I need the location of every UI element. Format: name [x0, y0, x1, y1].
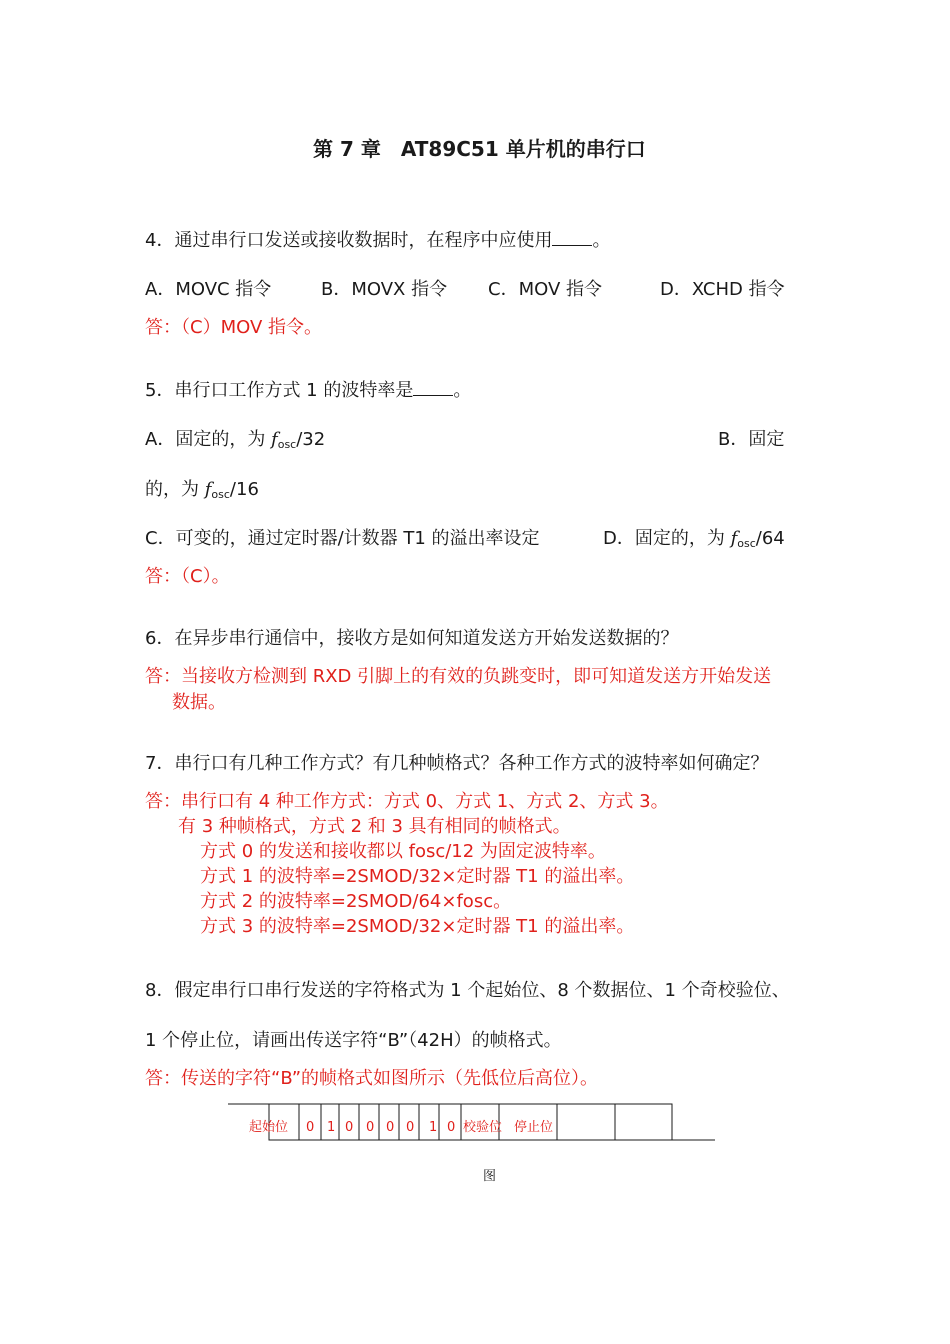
data-bit: 0: [447, 1120, 456, 1135]
start-bit-label: 起始位: [249, 1120, 289, 1135]
q5-option-a-suffix: /32: [296, 429, 326, 450]
q4-option-c: C．MOV 指令: [488, 279, 602, 300]
question-5-end: 。: [453, 380, 472, 401]
q5-answer: 答：（C）。: [145, 566, 230, 587]
data-bit: 1: [327, 1120, 336, 1135]
f-symbol: f: [204, 479, 212, 500]
question-5-text: 5．串行口工作方式 1 的波特率是: [145, 380, 414, 401]
question-6: 6．在异步串行通信中，接收方是如何知道发送方开始发送数据的？: [145, 628, 679, 649]
q7-answer-line: 答：串行口有 4 种工作方式：方式 0、方式 1、方式 2、方式 3。: [145, 791, 669, 812]
f-symbol: f: [271, 429, 278, 450]
question-4-end: 。: [592, 230, 611, 251]
osc-subscript: osc: [737, 537, 756, 550]
figure-caption: 图: [483, 1169, 497, 1184]
q5-option-d-suffix: /64: [755, 528, 785, 549]
f-symbol: f: [730, 528, 738, 549]
data-bit: 0: [406, 1120, 415, 1135]
q5-option-b-suffix: /16: [229, 479, 259, 500]
q4-option-a: A．MOVC 指令: [145, 279, 272, 300]
data-bit: 0: [386, 1120, 395, 1135]
question-8-line2: 1 个停止位，请画出传送字符“B”（42H）的帧格式。: [145, 1030, 562, 1051]
q6-answer-line1: 答：当接收方检测到 RXD 引脚上的有效的负跳变时，即可知道发送方开始发送: [145, 666, 772, 687]
q7-answer-line: 方式 3 的波特率=2SMOD/32×定时器 T1 的溢出率。: [200, 916, 635, 937]
q8-answer: 答：传送的字符“B”的帧格式如图所示（先低位后高位）。: [145, 1068, 599, 1089]
q5-option-a-prefix: A．固定的，为: [145, 429, 272, 450]
question-7: 7．串行口有几种工作方式？有几种帧格式？各种工作方式的波特率如何确定？: [145, 753, 769, 774]
q4-answer: 答：（C）MOV 指令。: [145, 317, 322, 338]
question-8-line1: 8．假定串行口串行发送的字符格式为 1 个起始位、8 个数据位、1 个奇校验位、: [145, 980, 790, 1001]
stop-bit-label: 停止位: [514, 1120, 554, 1135]
q7-answer-line: 方式 0 的发送和接收都以 fosc/12 为固定波特率。: [200, 841, 606, 862]
question-4-text: 4．通过串行口发送或接收数据时，在程序中应使用: [145, 230, 553, 251]
page-title: 第 7 章 AT89C51 单片机的串行口: [313, 137, 646, 161]
q5-option-d-prefix: D．固定的，为: [603, 528, 731, 549]
data-bit: 1: [429, 1120, 438, 1135]
data-bit: 0: [345, 1120, 354, 1135]
data-bit: 0: [306, 1120, 315, 1135]
data-bit: 0: [366, 1120, 375, 1135]
q7-answer-line: 有 3 种帧格式，方式 2 和 3 具有相同的帧格式。: [178, 816, 571, 837]
q4-option-d: D．XCHD 指令: [660, 279, 785, 300]
q5-option-b-prefix: 的，为: [145, 479, 205, 500]
q7-answer-line: 方式 1 的波特率=2SMOD/32×定时器 T1 的溢出率。: [200, 866, 635, 887]
osc-subscript: osc: [277, 438, 297, 451]
q4-option-b: B．MOVX 指令: [321, 279, 448, 300]
q7-answer-line: 方式 2 的波特率=2SMOD/64×fosc。: [200, 891, 512, 912]
q6-answer-line2: 数据。: [172, 692, 226, 713]
q5-option-b-line1: B．固定: [718, 429, 785, 450]
parity-bit-label: 校验位: [463, 1120, 503, 1135]
q5-option-c: C．可变的，通过定时器/计数器 T1 的溢出率设定: [145, 528, 540, 549]
osc-subscript: osc: [211, 488, 230, 501]
